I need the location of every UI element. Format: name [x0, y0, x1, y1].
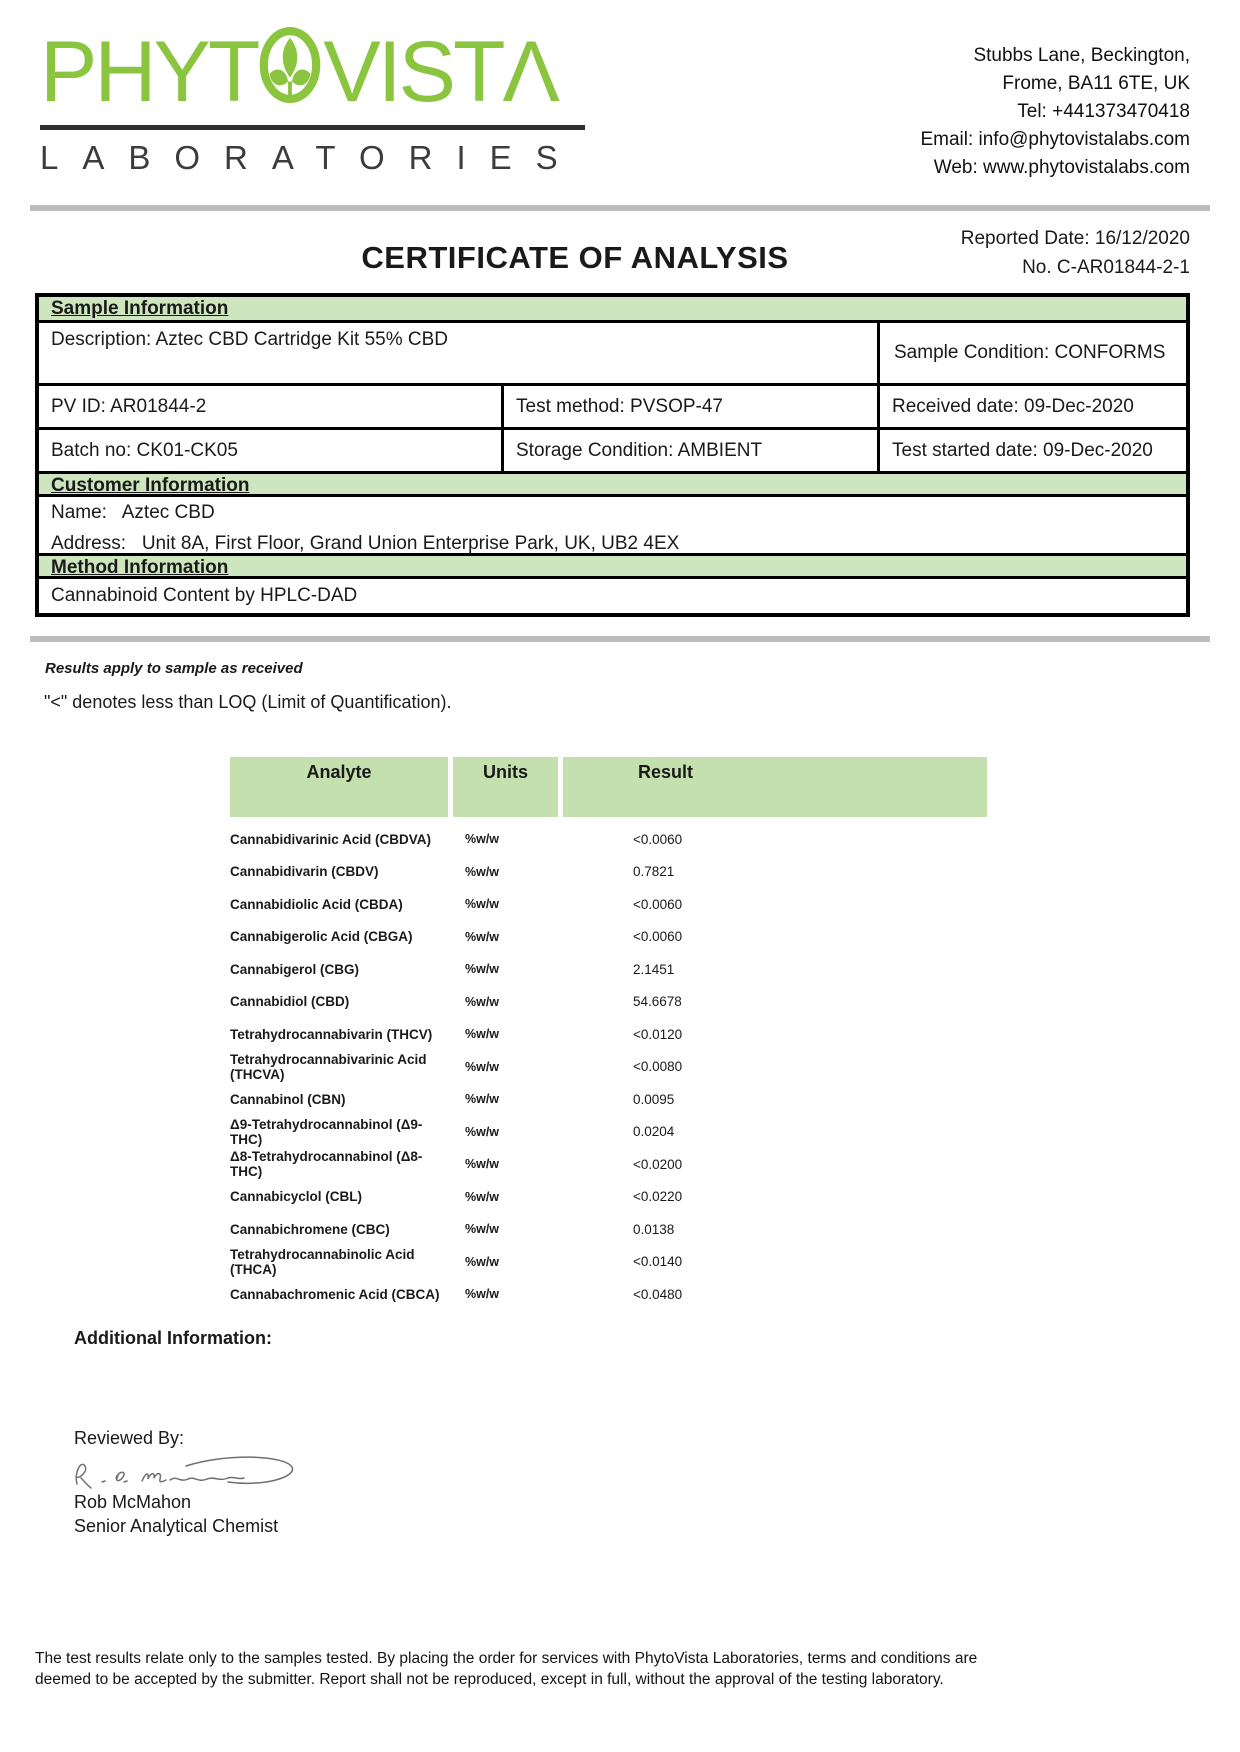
- units-cell: %w/w: [465, 1222, 500, 1237]
- units-cell: %w/w: [465, 1254, 500, 1269]
- test-started-date: Test started date: 09-Dec-2020: [892, 439, 1153, 461]
- results-table-row: [230, 1083, 987, 1116]
- analyte-cell: Cannabigerolic Acid (CBGA): [230, 929, 413, 945]
- results-table-row: [230, 1018, 987, 1051]
- results-table-row: [230, 953, 987, 986]
- units-cell: %w/w: [465, 1027, 500, 1042]
- result-cell: <0.0480: [633, 1286, 683, 1302]
- reviewer-name: Rob McMahon: [74, 1492, 192, 1512]
- units-cell: %w/w: [465, 994, 500, 1009]
- additional-information-label: Additional Information:: [74, 1328, 272, 1348]
- results-table-row: [230, 888, 987, 921]
- report-number: No. C-AR01844-2-1: [1022, 257, 1190, 278]
- pv-id: PV ID: AR01844-2: [39, 386, 504, 427]
- lab-logo: [40, 26, 600, 177]
- results-table-row: [230, 1278, 987, 1311]
- reviewed-by-label: Reviewed By:: [74, 1428, 185, 1448]
- result-cell: <0.0080: [633, 1059, 683, 1075]
- units-cell: %w/w: [465, 1157, 500, 1172]
- results-table-row: [230, 1116, 987, 1149]
- analyte-column-header: Analyte: [230, 757, 448, 817]
- sample-condition: Sample Condition: CONFORMS: [894, 342, 1166, 363]
- units-cell: %w/w: [465, 929, 500, 944]
- analyte-cell: Cannabinol (CBN): [230, 1091, 346, 1107]
- units-cell: %w/w: [465, 962, 500, 977]
- logo-text-left: PHYT: [40, 24, 258, 120]
- analyte-cell: Tetrahydrocannabivarinic Acid (THCVA): [230, 1051, 427, 1082]
- lab-contact-block: [920, 42, 1190, 182]
- result-cell: 0.0204: [633, 1124, 675, 1140]
- sample-ids-row: [39, 383, 1186, 427]
- units-cell: %w/w: [465, 1189, 500, 1204]
- units-cell: %w/w: [465, 1287, 500, 1302]
- sample-information-header: Sample Information: [39, 297, 1186, 323]
- logo-text-right: VISTΛ: [323, 24, 557, 120]
- batch-no: Batch no: CK01-CK05: [39, 430, 504, 471]
- analyte-cell: Cannabidivarin (CBDV): [230, 864, 379, 880]
- result-cell: <0.0060: [633, 831, 683, 847]
- leaf-icon: [259, 26, 321, 118]
- analyte-cell: Cannabigerol (CBG): [230, 961, 360, 977]
- result-cell: 2.1451: [633, 961, 675, 977]
- units-cell: %w/w: [465, 864, 500, 879]
- result-cell: <0.0220: [633, 1189, 683, 1205]
- customer-name: Name: Aztec CBD: [51, 502, 215, 523]
- logo-subtitle: LABORATORIES: [40, 139, 582, 176]
- analyte-cell: Δ9-Tetrahydrocannabinol (Δ9-THC): [230, 1116, 423, 1147]
- method-name: Cannabinoid Content by HPLC-DAD: [51, 585, 358, 606]
- contact-address-line1: Stubbs Lane, Beckington,: [973, 45, 1190, 66]
- results-table-row: [230, 1148, 987, 1181]
- contact-address-line2: Frome, BA11 6TE, UK: [1002, 73, 1190, 94]
- reviewer-title: Senior Analytical Chemist: [74, 1516, 279, 1536]
- results-basis-note: Results apply to sample as received: [45, 660, 303, 677]
- result-cell: 0.0095: [633, 1091, 675, 1107]
- result-cell: 0.0138: [633, 1221, 675, 1237]
- results-table-row: [230, 856, 987, 889]
- result-cell: 0.7821: [633, 864, 675, 880]
- footer-line1: The test results relate only to the samples tested. By placing the order for services with PhytoVista Laboratories, terms and conditions are: [35, 1650, 978, 1667]
- analyte-cell: Cannabicyclol (CBL): [230, 1189, 363, 1205]
- reported-date: Reported Date: 16/12/2020: [960, 228, 1190, 249]
- test-method: Test method: PVSOP-47: [504, 386, 880, 427]
- result-column-header: Result: [563, 757, 987, 817]
- result-cell: <0.0120: [633, 1026, 683, 1042]
- method-information-header: Method Information: [39, 553, 1186, 579]
- logo-wordmark: [40, 26, 600, 118]
- results-table-row: [230, 1181, 987, 1214]
- results-table-header: [230, 757, 987, 817]
- analyte-cell: Cannabidiolic Acid (CBDA): [230, 896, 403, 912]
- customer-information-body: [39, 497, 1186, 553]
- analyte-cell: Cannabachromenic Acid (CBCA): [230, 1286, 440, 1302]
- result-cell: <0.0060: [633, 929, 683, 945]
- logo-divider: [40, 125, 585, 130]
- customer-address: Address: Unit 8A, First Floor, Grand Union Enterprise Park, UK, UB2 4EX: [51, 533, 680, 554]
- contact-email: Email: info@phytovistalabs.com: [920, 129, 1190, 150]
- units-cell: %w/w: [465, 1059, 500, 1074]
- units-column-header: Units: [453, 757, 558, 817]
- result-cell: 54.6678: [633, 994, 682, 1010]
- sample-description-row: [39, 323, 1186, 383]
- results-table-row: [230, 823, 987, 856]
- customer-information-header: Customer Information: [39, 471, 1186, 497]
- analyte-cell: Δ8-Tetrahydrocannabinol (Δ8-THC): [230, 1149, 423, 1180]
- analyte-cell: Tetrahydrocannabinolic Acid (THCA): [230, 1246, 415, 1277]
- units-cell: %w/w: [465, 832, 500, 847]
- units-cell: %w/w: [465, 897, 500, 912]
- results-table-row: [230, 986, 987, 1019]
- units-cell: %w/w: [465, 1124, 500, 1139]
- results-table-row: [230, 921, 987, 954]
- storage-condition: Storage Condition: AMBIENT: [504, 430, 880, 471]
- results-table-row: [230, 1213, 987, 1246]
- analyte-cell: Cannabichromene (CBC): [230, 1221, 390, 1237]
- result-cell: <0.0060: [633, 896, 683, 912]
- loq-note: "<" denotes less than LOQ (Limit of Quantification).: [44, 692, 452, 712]
- analyte-cell: Cannabidivarinic Acid (CBDVA): [230, 831, 432, 847]
- sample-batch-row: [39, 427, 1186, 471]
- analyte-cell: Cannabidiol (CBD): [230, 994, 350, 1010]
- received-date: Received date: 09-Dec-2020: [892, 395, 1134, 417]
- results-table-row: [230, 1051, 987, 1084]
- sample-description: Description: Aztec CBD Cartridge Kit 55% CBD: [39, 323, 880, 383]
- results-table: [230, 757, 987, 1311]
- result-cell: <0.0140: [633, 1254, 683, 1270]
- units-cell: %w/w: [465, 1092, 500, 1107]
- header-divider-rule: [30, 205, 1210, 211]
- results-table-rows: [230, 823, 987, 1311]
- section-divider-rule: [30, 636, 1210, 642]
- analyte-cell: Tetrahydrocannabivarin (THCV): [230, 1026, 433, 1042]
- footer-disclaimer: [35, 1648, 1185, 1690]
- footer-line2: deemed to be accepted by the submitter. Report shall not be reproduced, except in full, without the approval of the testing laboratory.: [35, 1671, 944, 1688]
- result-cell: <0.0200: [633, 1156, 683, 1172]
- info-tables: [35, 293, 1190, 617]
- contact-web: Web: www.phytovistalabs.com: [933, 157, 1190, 178]
- results-table-row: [230, 1246, 987, 1279]
- page-title: CERTIFICATE OF ANALYSIS: [361, 240, 789, 275]
- contact-tel: Tel: +441373470418: [1017, 101, 1190, 122]
